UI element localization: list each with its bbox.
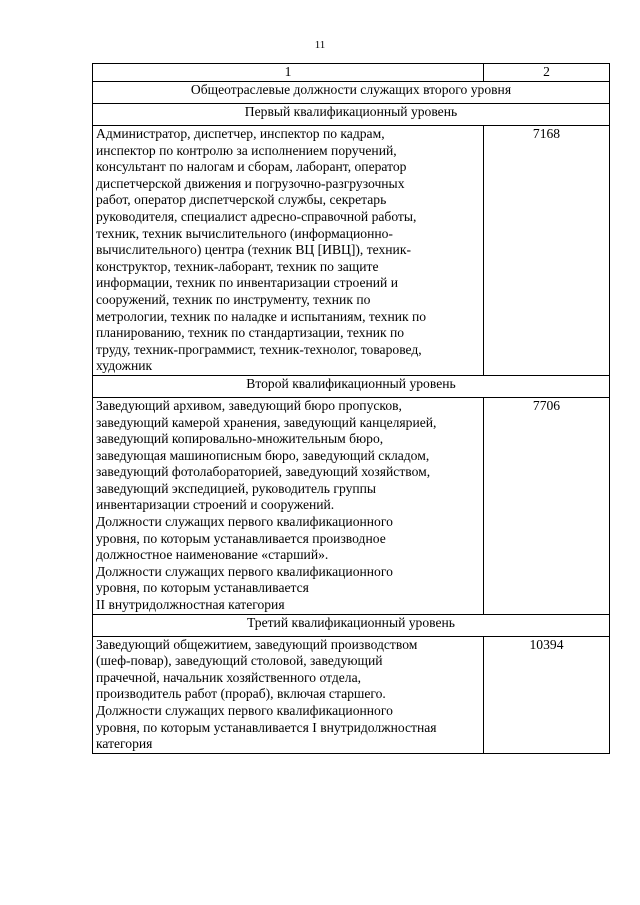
table-row (93, 636, 610, 753)
text-line: заведующий фотолабораторией, заведующий хозяйством, (96, 464, 431, 480)
text-line: заведующий экспедицией, руководитель группы (96, 480, 377, 496)
level-1-value: 7168 (484, 126, 610, 376)
text-line: Заведующий архивом, заведующий бюро пропусков, (96, 397, 402, 413)
text-line: Заведующий общежитием, заведующий производством (96, 636, 418, 652)
level-3-positions (93, 636, 484, 753)
column-number-2: 2 (484, 64, 610, 82)
text-line: инвентаризации строений и сооружений. (96, 497, 335, 513)
text-line: уровня, по которым устанавливается производное (96, 530, 386, 546)
text-line: труду, техник-программист, техник-технолог, товаровед, (96, 341, 422, 357)
text-line: должностное наименование «старший». (96, 547, 329, 563)
level-3-title: Третий квалификационный уровень (93, 614, 610, 636)
text-line: категория (96, 736, 153, 752)
text-line: метрологии, техник по наладке и испытаниям, техник по (96, 308, 427, 324)
text-line: заведующий копировально-множительным бюро, (96, 431, 384, 447)
level-3-value: 10394 (484, 636, 610, 753)
salary-table (92, 63, 610, 754)
text-line: художник (96, 358, 153, 374)
text-line: сооружений, техник по инструменту, техник по (96, 291, 371, 307)
text-line: информации, техник по инвентаризации строений и (96, 275, 398, 291)
level-2-value: 7706 (484, 397, 610, 614)
table-row (93, 397, 610, 614)
column-number-row (93, 64, 610, 82)
text-line: конструктор, техник-лаборант, техник по защите (96, 258, 379, 274)
text-line: техник, техник вычислительного (информационно- (96, 225, 393, 241)
text-line: вычислительного) центра (техник ВЦ [ИВЦ]), техник- (96, 242, 411, 258)
level-title-row (93, 614, 610, 636)
text-line: руководителя, специалист адресно-справочной работы, (96, 208, 417, 224)
text-line: производитель работ (прораб), включая старшего. (96, 686, 386, 702)
text-line: заведующая машинописным бюро, заведующий складом, (96, 447, 430, 463)
level-title-row (93, 375, 610, 397)
text-line: II внутридолжностная категория (96, 597, 285, 613)
page-number: 11 (314, 39, 326, 51)
level-1-positions (93, 126, 484, 376)
text-line: планированию, техник по стандартизации, техник по (96, 325, 405, 341)
text-line: Должности служащих первого квалификационного (96, 514, 393, 530)
text-line: Администратор, диспетчер, инспектор по кадрам, (96, 126, 385, 141)
group-title: Общеотраслевые должности служащих второго уровня (93, 82, 610, 104)
level-2-positions (93, 397, 484, 614)
level-1-title: Первый квалификационный уровень (93, 104, 610, 126)
text-line: диспетчерской движения и погрузочно-разгрузочных (96, 175, 405, 191)
text-line: консультант по налогам и сборам, лаборант, оператор (96, 159, 407, 175)
text-line: прачечной, начальник хозяйственного отдела, (96, 669, 362, 685)
level-2-title: Второй квалификационный уровень (93, 375, 610, 397)
table-row (93, 126, 610, 376)
text-line: (шеф-повар), заведующий столовой, заведующий (96, 653, 383, 669)
column-number-1: 1 (93, 64, 484, 82)
group-title-row (93, 82, 610, 104)
text-line: работ, оператор диспетчерской службы, секретарь (96, 192, 387, 208)
text-line: Должности служащих первого квалификационного (96, 563, 393, 579)
text-line: инспектор по контролю за исполнением поручений, (96, 142, 397, 158)
level-title-row (93, 104, 610, 126)
text-line: уровня, по которым устанавливается I внутридолжностная (96, 719, 437, 735)
text-line: уровня, по которым устанавливается (96, 580, 309, 596)
text-line: Должности служащих первого квалификационного (96, 703, 393, 718)
text-line: заведующий камерой хранения, заведующий канцелярией, (96, 414, 437, 430)
